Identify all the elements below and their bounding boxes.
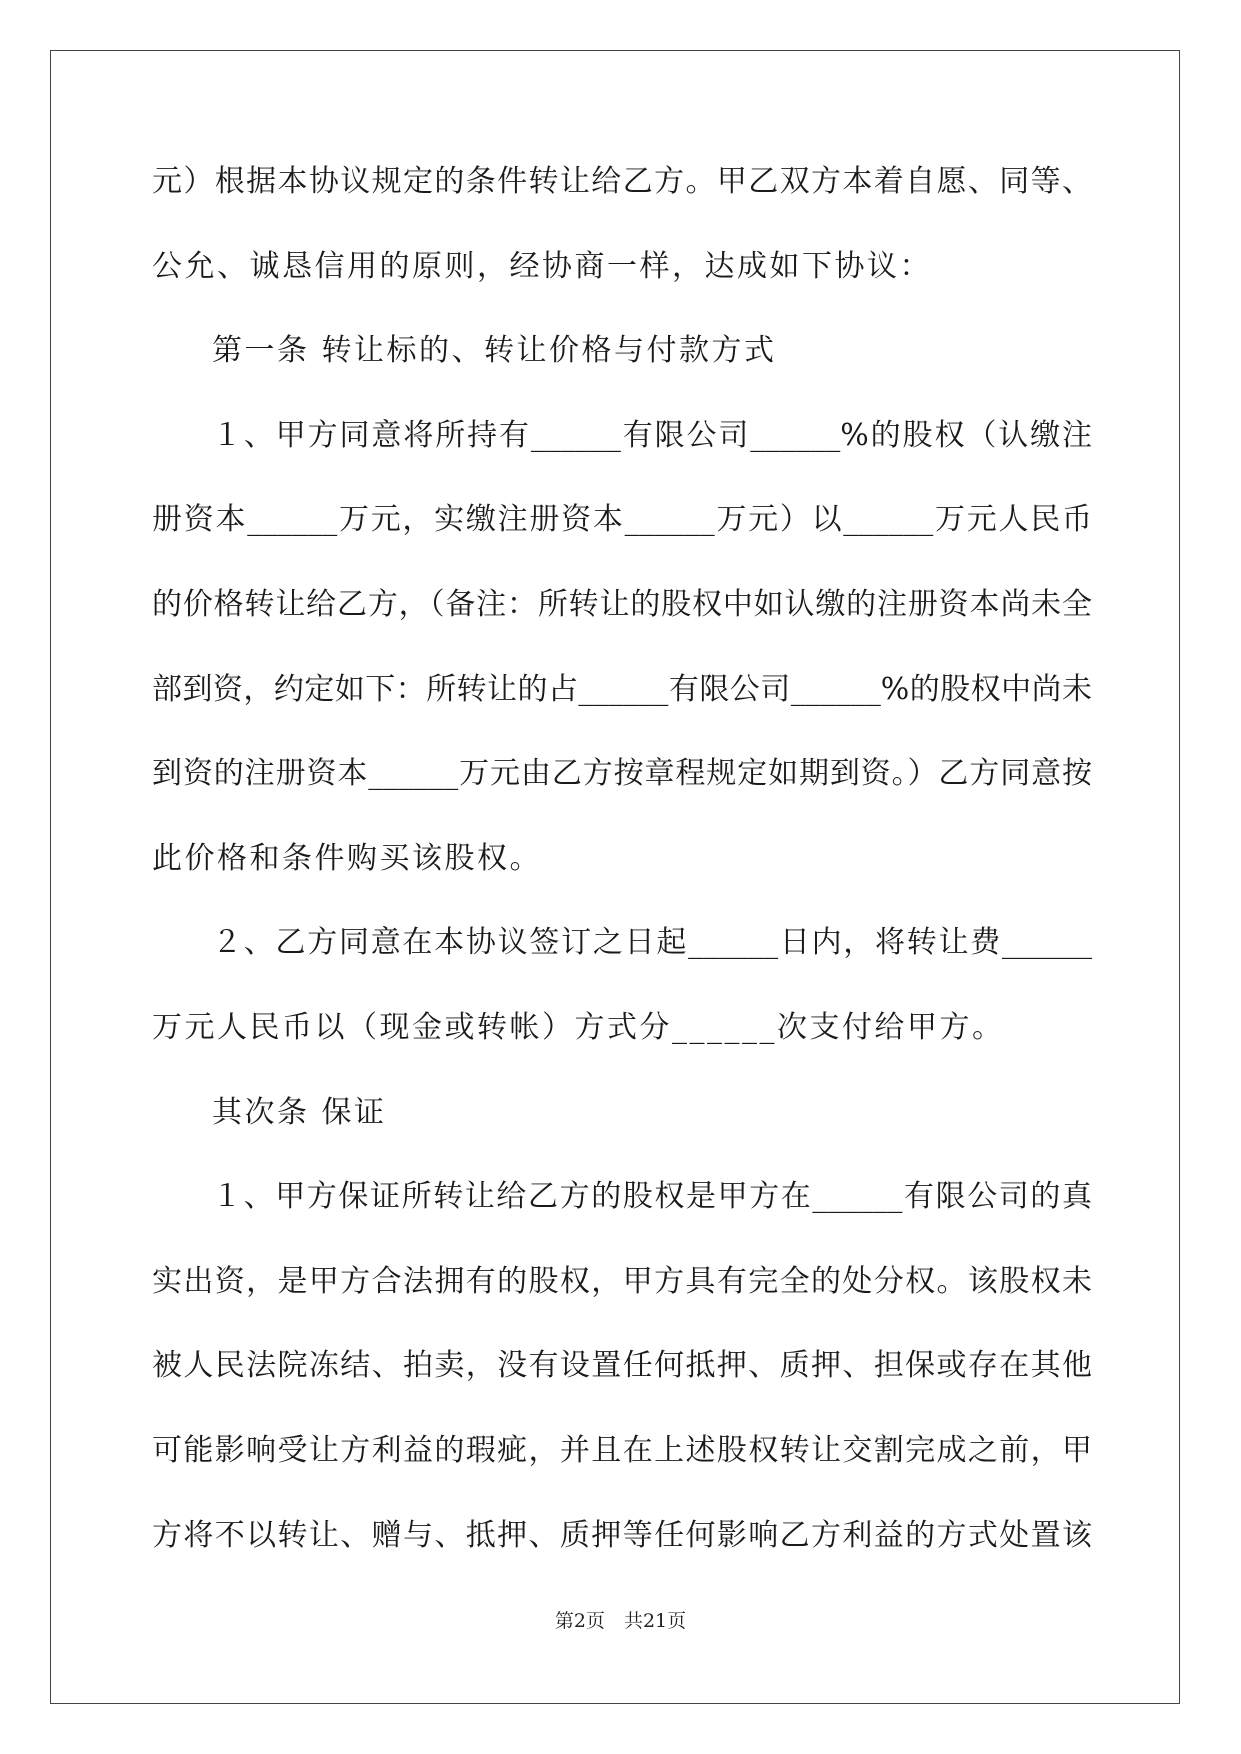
text-line: 的价格转让给乙方，（备注：所转让的股权中如认缴的注册资本尚未全 [152,586,1092,622]
text-line: １、甲方保证所转让给乙方的股权是甲方在______有限公司的真 [212,1179,1092,1215]
section-heading: 第一条 转让标的、转让价格与付款方式 [212,333,777,369]
text-line: 到资的注册资本______万元由乙方按章程规定如期到资。）乙方同意按 [152,756,1092,792]
text-line: 被人民法院冻结、拍卖，没有设置任何抵押、质押、担保或存在其他 [152,1348,1092,1384]
document-body [152,140,1092,1578]
text-line: 方将不以转让、赠与、抵押、质押等任何影响乙方利益的方式处置该 [152,1517,1092,1553]
text-line: 册资本______万元，实缴注册资本______万元）以______万元人民币 [152,502,1092,538]
section-heading: 其次条 保证 [212,1094,387,1130]
page-number: 第2页 共21页 [554,1610,687,1632]
text-line: 元）根据本协议规定的条件转让给乙方。甲乙双方本着自愿、同等、 [152,164,1092,199]
text-line: 可能影响受让方利益的瑕疵，并且在上述股权转让交割完成之前，甲 [152,1432,1092,1468]
text-line: 公允、诚恳信用的原则，经协商一样，达成如下协议： [152,248,932,284]
text-line: 部到资，约定如下：所转让的占______有限公司______%的股权中尚未 [152,671,1092,707]
text-line: 实出资，是甲方合法拥有的股权，甲方具有完全的处分权。该股权未 [152,1263,1092,1299]
text-line: 万元人民币以（现金或转帐）方式分______次支付给甲方。 [152,1009,1005,1045]
text-line: １、甲方同意将所持有______有限公司______%的股权（认缴注 [212,417,1092,453]
text-line: 此价格和条件购买该股权。 [152,840,542,876]
text-line: ２、乙方同意在本协议签订之日起______日内，将转让费______ [212,925,1092,961]
